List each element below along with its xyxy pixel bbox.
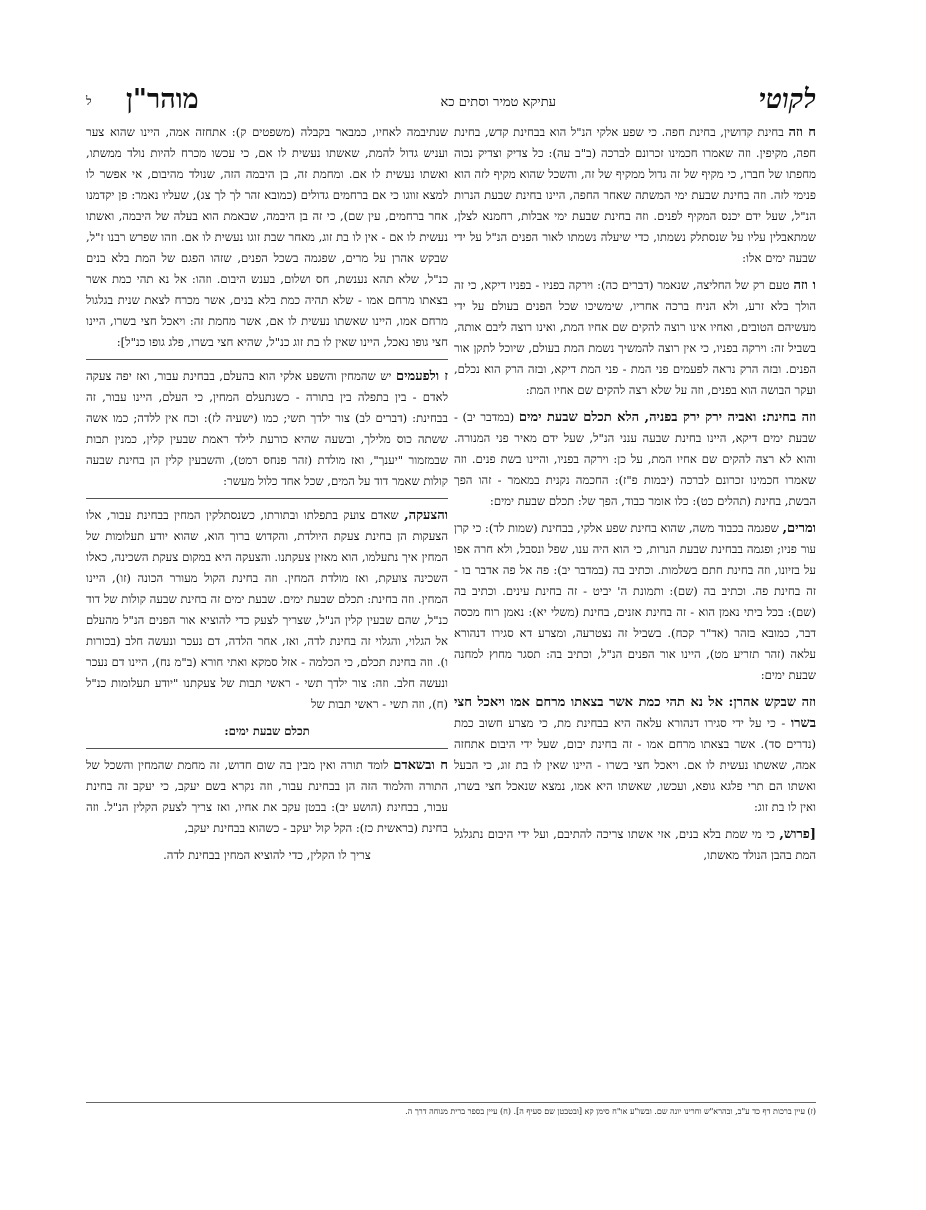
paragraph-divider bbox=[86, 748, 448, 749]
paragraph-text: בחינת קדושין, בחינת חפה. כי שפע אלקי הנ"ל הוא בבחינת קדש, בחינת חפה, מקיפין. וזה שאמרו חכמינו זכרונם לברכה (ב"ב עה): כל צדיק וצדיק נכוה מחפתו של חברו, כי מקיף של זה גדול ממקיף של זה, והשכל שהוא מקיף לזה הוא פנימי לזה. וזה בחינת שבעת ימי המשתה שאחר החפה, היינו בחינת שבעת הנרות הנ"ל, שעל ידם יכנס המקיף לפנים. וזה בחינת שבעת ימי אבלות, רחמנא לצלן, שמתאבלין עליו על שנסתלק נשמתו, כדי שיעלה נשמתו לאור הפנים הנ"ל על ידי שבעה ימים אלו: bbox=[454, 125, 816, 265]
paragraph-text: טעם רק של החליצה, שנאמר (דברים כה): וירקה בפניו - בפניו דיקא, כי זה הולך בלא זרע, ולא הניח ברכה אחריו, שימשיכו שכל הפנים בעולם על ידי מעשיהם הטובים, ואחיו אינו רוצה להקים שם אחיו המת, ואינו רוצה ליבם אותה, בשביל זה: וירקה בפניו, כי אין רוצה להמשיך נשמת המת בעולם, שיוכל לתקן אור הפנים. ובזה הרק נראה לפעמים פני המת - פני המת דיקא, ובזה הרק הוא נכלם, ועקר הבושה הוא בפנים, וזה על שלא רצה להקים שם אחיו המת: bbox=[454, 278, 816, 397]
paragraph-tzeaka bbox=[86, 505, 448, 715]
paragraph-lead: ו וזה bbox=[793, 278, 817, 293]
paragraph-lead: ח ובשאדם bbox=[393, 758, 448, 773]
paragraph-lead: והצעקה, bbox=[404, 508, 449, 523]
paragraph-7 bbox=[86, 366, 448, 492]
page-number: ל bbox=[86, 94, 92, 108]
paragraph-text: שאדם צועק בתפלתו ובתורתו, כשנסתלקין המחין בבחינת עבור, אלו הצעקות הן בחינת צעקת היולדת, והקדוש ברוך הוא, שהוא יודע תעלומות של המחין איך נתעלמו, הוא מאזין צעקתנו. והצעקה היא במקום צעקת השכינה, כאלו השכינה צועקת, ואז מולדת המחין. וזה בחינת הקול מעורר הכונה (זו), היינו המחין. וזה בחינת: תכלם שבעת ימים. שבעת ימים זה בחינת שבעה קולות של דוד כנ"ל, שהם שבעין קלין הנ"ל, שצריך לצעק כדי להוציא אור הפנים הנ"ל מהעלם אל הגלוי, והגלוי זה בחינת לדה, ואז, אחר הלדה, דם נעכר ונעשה חלב (בכורות ו). וזה בחינת תכלם, כי הכלמה - אזל סמקא ואתי חורא (ב"מ נח), היינו דם נעכר ונעשה חלב. וזה: צור ילדך תשי - ראשי תבות של צעקתנו "יודע תעלומות כנ"ל (ח), וזה תשי - ראשי תבות של bbox=[86, 508, 448, 711]
paragraph-8 bbox=[86, 755, 448, 839]
paragraph-lead: [פרוש, bbox=[779, 827, 817, 842]
paragraph-perush-continued bbox=[86, 122, 448, 353]
paragraph-lead: ח וזה bbox=[788, 125, 816, 140]
paragraph-text: יש שהמחין והשפע אלקי הוא בהעלם, בבחינת עבור, ואז יפה צעקה לאדם - בין בתפלה בין בתורה - כשנתעלם המחין, כי העלם, היינו עבור, זה בבחינת: (דברים לב) צור ילדך תשי; כמו (ישעיה לז): וכח אין ללדה; כמו אשה ששתה כוס מלילך, ובשעה שהיא כורעת לילד ראמת שבעין קלין, כמנין תבות שבמזמור "יענך", ואז מולדת (זהר פנחס רמט), והשבעין קלין הן בחינת שבעה קולות שאמר דוד על המים, שכל אחד כלול מעשר: bbox=[86, 369, 448, 488]
paragraph-5 bbox=[454, 122, 816, 269]
paragraph-aharon bbox=[454, 692, 816, 818]
paragraph-lead: וזה שבקש אהרן: אל נא תהי כמת אשר בצאתו מרחם אמו ויאכל חצי בשרו bbox=[454, 695, 816, 731]
section-heading: עתיקא טמיר וסתים כא bbox=[440, 95, 556, 110]
paragraph-6 bbox=[454, 275, 816, 401]
footnote: (ז) עיין ברכות דף כד ע"ב, ובהרא"ש וחרינו יונה שם. ובשו"ע או"ח סימן קא [ובטבטן שם סעיף ה]. (ח) עיין בספר ברית מנוחה דרך ה. bbox=[405, 1107, 816, 1116]
paragraph-text: שפגמה בכבוד משה, שהוא בחינת שפע אלקי, בבחינת (שמות לד): כי קרן עור פניו; ופגמה בבחינת שבעת הנרות, כי הוא היה ענו, שפל ונסבל, ולא חרה אפו על בזיונו, וזה בחינת חתם בשלמות. וכתיב בה (במדבר יב): פה אל פה אדבר בו - זה בחינת פה. וכתיב בה (שם): ותמונת ה' יביט - זה בחינת עינים. וכתיב בה (שם): בכל ביתי נאמן הוא - זה בחינת אזנים, בחינת (משלי יא): נאמן רוח מכסה דבר, כמובא בזהר (אד"ר קכח). בשביל זה נצטרעה, ומצרע דא סגירו דנהורא עלאה (זהר תזריע מט), היינו אור הפנים הנ"ל, וכתיב בה: תסגר מחוץ למחנה שבעת ימים: bbox=[454, 521, 816, 682]
paragraph-text: שנתיבמה לאחיו, כמבאר בקבלה (משפטים ק): אתחזה אמה, היינו שהוא צער ועניש גדול להמת, שאשתו נעשית לו אם, כי עכשו מכרח להיות נולד ממשתו, ואשתו נעשית לו אם. ומחמת זה, בן היבמה הזה, שנולד מהיבום, אי אפשר לו למצא זווגו כי אם ברחמים גדולים (כמובא זהר לך לך צג), שעליו נאמר: פן יקדמנו אחר ברחמים, עין שם), כי זה בן היבמה, שבאמת הוא בעלה של היבמה, ואשתו נעשית לו אם - אין לו בת זוג, מאחר שבת זוגו נעשית לו אם. וזהו שפרש רבנו ז"ל, שבקש אהרן על מרים, שפגמה בשכל הפנים, שזהו הפגם של המת בלא בנים כנ"ל, שלא תהא נענשת, חס ושלום, בענש היבום. וזהו: אל נא תהי כמת אשר בצאתו מרחם אמו - שלא תהיה כמת בלא בנים, אשר מכרח לצאת שנית בגלגול מרחם אמו, היינו שאשתו נעשית לו אם, אשר מחמת זה: ויאכל חצי בשרו, היינו חצי גופו נאכל, היינו שאין לו בת זוג כנ"ל, שהיא חצי בשרו, פלג גופו כנ"ל]: bbox=[86, 125, 448, 349]
left-column bbox=[86, 122, 448, 872]
paragraph-text: - כי על ידי סגירו דנהורא עלאה היא בבחינת מת, כי מצרע חשוב כמת (נדרים סד). אשר בצאתו מרחם אמו - זה בחינת יבום, שעל ידי היבום אתחזה אמה, שאשתו נעשית לו אם. ויאכל חצי בשרו - היינו שאין לו בת זוג, כי הבעל ואשתו הם תרי פלגא גופא, ועכשו, שאשתו היא אמו, נמצא שנאכל חצי בשרו, ואין לו בת זוג: bbox=[454, 716, 816, 814]
paragraph-miriam bbox=[454, 518, 816, 686]
paragraph-perush bbox=[454, 824, 816, 866]
paragraph-closing-line: צריך לו הקלין, כדי להוציא המחין בבחינת לדה. bbox=[163, 848, 371, 862]
book-title-left: מוהר"ן bbox=[126, 84, 199, 115]
paragraph-text: לומד תורה ואין מבין בה שום חדוש, זה מחמת שהמחין והשכל של התורה והלמוד הזה הן בבחינת עבור, וזה נקרא בשם יעקב, כי יעקב זה בחינת עבור, בבחינת (הושע יב): בבטן עקב את אחיו, ואז צריך לצעק הקלין הנ"ל. וזה בחינת (בראשית כז): הקל קול יעקב - כשהוא בבחינת יעקב, bbox=[86, 758, 448, 835]
paragraph-text: (במדבר יב) - שבעת ימים דיקא, היינו בחינת שבעה ענני הנ"ל, שעל ידם מאיר פני המנורה. והוא לא רצה להקים שם אחיו המת, על כן: וירקה בפניו, והיינו בשת פנים. וזה שאמרו חכמינו זכרונם לברכה (יבמות פ"ז): החכמה נקנית במאמר - זהו הפך הבשת, בחינת (תהלים כט): כלו אומר כבוד, הפך של: תכלם שבעת ימים: bbox=[454, 410, 816, 508]
right-column bbox=[454, 122, 816, 872]
paragraph-closing-line: תכלם שבעת ימים: bbox=[224, 724, 310, 738]
paragraph-divider bbox=[86, 498, 448, 499]
paragraph-text: כי מי שמת בלא בנים, אזי אשתו צריכה להתיבם, ועל ידי היבום נתגלגל המת בהבן הנולד מאשתו, bbox=[454, 827, 816, 862]
paragraph-lead: ז ולפעמים bbox=[395, 369, 449, 384]
paragraph-lead: ומרים, bbox=[782, 521, 816, 536]
book-title-right: לקוטי bbox=[758, 84, 816, 115]
footnote-rule bbox=[86, 1102, 816, 1103]
paragraph-verse bbox=[454, 407, 816, 512]
paragraph-lead: וזה בחינת: ואביה ירק ירק בפניה, הלא תכלם שבעת ימים bbox=[518, 410, 817, 425]
running-header bbox=[86, 84, 816, 120]
paragraph-divider bbox=[86, 359, 448, 360]
